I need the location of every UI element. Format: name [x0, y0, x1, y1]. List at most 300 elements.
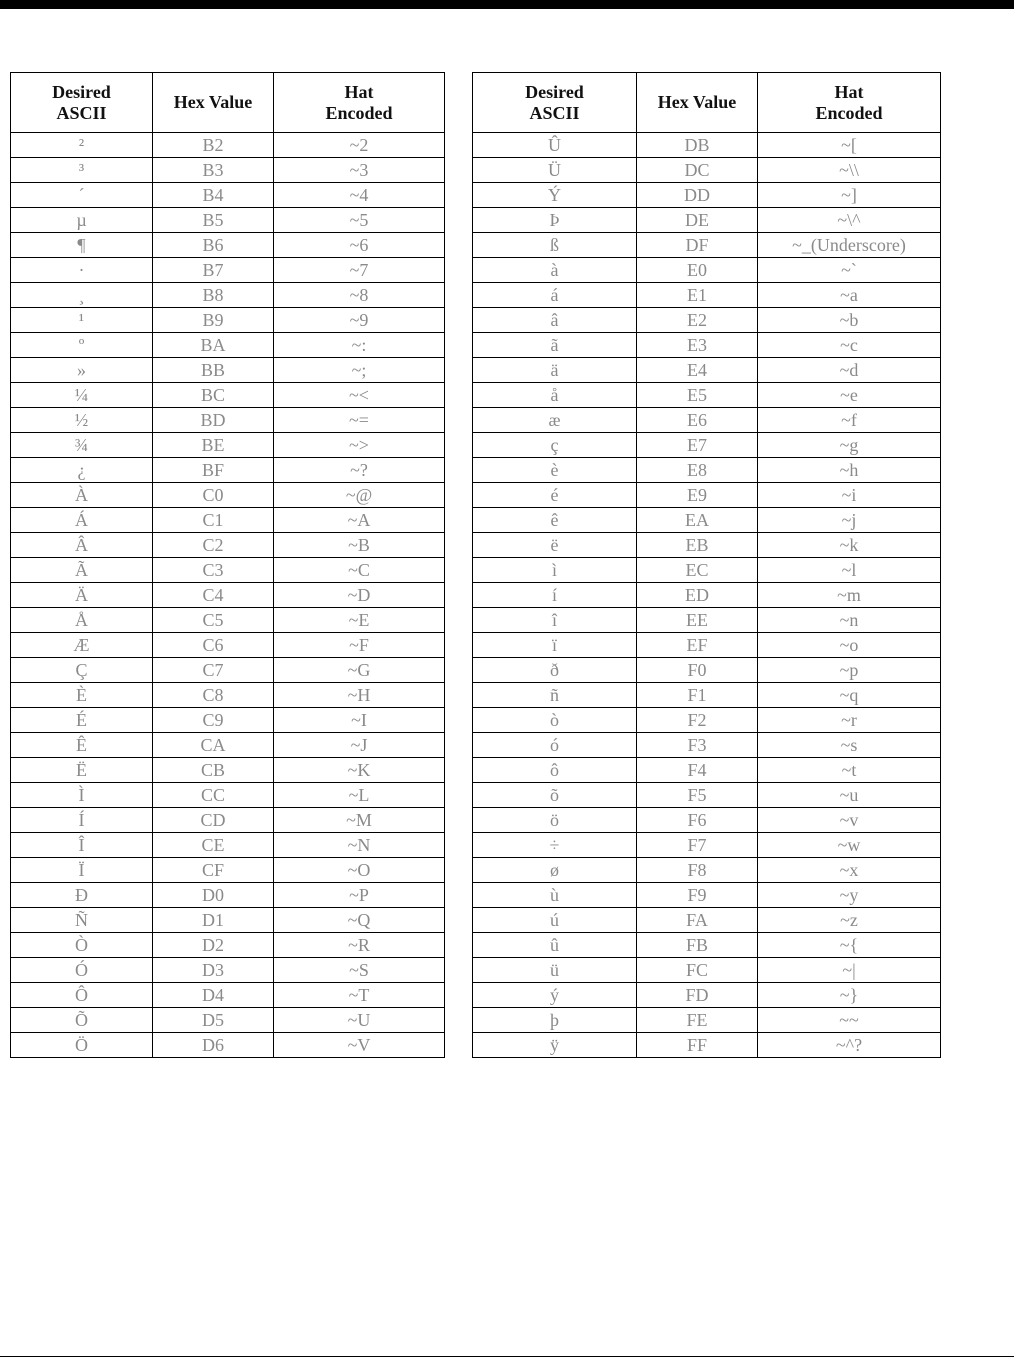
desired-ascii-cell: ´ [11, 183, 153, 208]
hat-encoded-cell: ~m [758, 583, 941, 608]
desired-ascii-cell: Â [11, 533, 153, 558]
desired-ascii-cell: ç [473, 433, 637, 458]
desired-ascii-cell: ö [473, 808, 637, 833]
desired-ascii-cell: ó [473, 733, 637, 758]
hat-encoded-cell: ~u [758, 783, 941, 808]
hex-value-cell: C5 [153, 608, 274, 633]
hex-value-cell: F6 [637, 808, 758, 833]
table-row [11, 733, 445, 758]
top-rule [0, 0, 1014, 9]
hex-value-cell: EA [637, 508, 758, 533]
table-row [473, 183, 941, 208]
desired-ascii-cell: Ü [473, 158, 637, 183]
hat-encoded-cell: ~n [758, 608, 941, 633]
table-row [473, 783, 941, 808]
bottom-rule [0, 1356, 1014, 1357]
table-row [11, 358, 445, 383]
table-row [473, 908, 941, 933]
hat-encoded-cell: ~q [758, 683, 941, 708]
table-row [11, 683, 445, 708]
table-body-left [11, 133, 445, 1058]
hat-encoded-cell: ~M [274, 808, 445, 833]
hex-value-cell: E1 [637, 283, 758, 308]
desired-ascii-cell: â [473, 308, 637, 333]
hat-encoded-cell: ~6 [274, 233, 445, 258]
hat-encoded-cell: ~\\ [758, 158, 941, 183]
hat-encoded-cell: ~Q [274, 908, 445, 933]
desired-ascii-cell: ú [473, 908, 637, 933]
hex-value-header: Hex Value [153, 73, 274, 133]
desired-ascii-cell: ü [473, 958, 637, 983]
desired-ascii-cell: ê [473, 508, 637, 533]
table-row [11, 408, 445, 433]
hat-encoded-cell: ~@ [274, 483, 445, 508]
table-header-row [473, 73, 941, 133]
desired-ascii-cell: È [11, 683, 153, 708]
hat-encoded-cell: ~} [758, 983, 941, 1008]
hat-encoded-cell: ~E [274, 608, 445, 633]
desired-ascii-cell: ¶ [11, 233, 153, 258]
desired-ascii-cell: ð [473, 658, 637, 683]
table-row [473, 883, 941, 908]
hex-value-cell: C6 [153, 633, 274, 658]
table-row [11, 933, 445, 958]
hex-value-cell: B3 [153, 158, 274, 183]
hex-value-cell: F4 [637, 758, 758, 783]
desired-ascii-cell: ² [11, 133, 153, 158]
desired-ascii-cell: Ä [11, 583, 153, 608]
table-row [473, 833, 941, 858]
hat-encoded-cell: ~3 [274, 158, 445, 183]
table-row [473, 558, 941, 583]
table-row [11, 833, 445, 858]
hex-value-cell: C8 [153, 683, 274, 708]
hat-encoded-cell: ~f [758, 408, 941, 433]
hat-encoding-table-right [472, 72, 941, 1058]
table-row [473, 708, 941, 733]
hat-encoded-cell: ~d [758, 358, 941, 383]
hat-encoded-cell: ~h [758, 458, 941, 483]
desired-ascii-cell: ¾ [11, 433, 153, 458]
hex-value-cell: CB [153, 758, 274, 783]
hex-value-cell: F8 [637, 858, 758, 883]
desired-ascii-cell: ï [473, 633, 637, 658]
hex-value-cell: F7 [637, 833, 758, 858]
table-row [473, 958, 941, 983]
table-row [11, 708, 445, 733]
table-row [11, 658, 445, 683]
hex-value-cell: F9 [637, 883, 758, 908]
table-row [473, 208, 941, 233]
desired-ascii-cell: à [473, 258, 637, 283]
hex-value-cell: F5 [637, 783, 758, 808]
hex-value-cell: F0 [637, 658, 758, 683]
hex-value-cell: D1 [153, 908, 274, 933]
desired-ascii-cell: á [473, 283, 637, 308]
desired-ascii-cell: û [473, 933, 637, 958]
hat-encoded-cell: ~c [758, 333, 941, 358]
table-row [11, 608, 445, 633]
hat-encoded-cell: ~? [274, 458, 445, 483]
desired-ascii-cell: ÷ [473, 833, 637, 858]
desired-ascii-cell: í [473, 583, 637, 608]
table-row [473, 458, 941, 483]
hex-value-cell: EF [637, 633, 758, 658]
hat-encoded-cell: ~[ [758, 133, 941, 158]
desired-ascii-header: Desired ASCII [11, 73, 153, 133]
hex-value-cell: E4 [637, 358, 758, 383]
table-row [11, 758, 445, 783]
table-row [473, 658, 941, 683]
hex-value-cell: CD [153, 808, 274, 833]
hex-value-header: Hex Value [637, 73, 758, 133]
table-row [11, 333, 445, 358]
hat-encoded-cell: ~O [274, 858, 445, 883]
desired-ascii-cell: ù [473, 883, 637, 908]
hex-value-cell: E6 [637, 408, 758, 433]
hex-value-cell: BC [153, 383, 274, 408]
desired-ascii-cell: ³ [11, 158, 153, 183]
hat-encoded-cell: ~7 [274, 258, 445, 283]
hex-value-cell: C7 [153, 658, 274, 683]
table-row [11, 308, 445, 333]
hex-value-cell: DD [637, 183, 758, 208]
hex-value-cell: DE [637, 208, 758, 233]
table-row [473, 308, 941, 333]
hex-value-cell: C2 [153, 533, 274, 558]
table-row [473, 758, 941, 783]
hat-encoded-cell: ~K [274, 758, 445, 783]
hat-encoded-cell: ~o [758, 633, 941, 658]
table-row [11, 483, 445, 508]
desired-ascii-cell: ½ [11, 408, 153, 433]
hat-encoded-cell: ~D [274, 583, 445, 608]
hat-encoded-header: Hat Encoded [758, 73, 941, 133]
hat-encoded-cell: ~T [274, 983, 445, 1008]
hat-encoded-cell: ~G [274, 658, 445, 683]
desired-ascii-cell: É [11, 708, 153, 733]
hat-encoded-cell: ~e [758, 383, 941, 408]
hat-encoded-cell: ~| [758, 958, 941, 983]
hat-encoded-cell: ~y [758, 883, 941, 908]
hat-encoded-cell: ~k [758, 533, 941, 558]
hex-value-cell: D0 [153, 883, 274, 908]
table-row [11, 583, 445, 608]
hat-encoded-cell: ~` [758, 258, 941, 283]
hex-value-cell: FF [637, 1033, 758, 1058]
hex-value-cell: D6 [153, 1033, 274, 1058]
desired-ascii-cell: ¼ [11, 383, 153, 408]
table-row [11, 983, 445, 1008]
table-row [473, 133, 941, 158]
hat-encoded-cell: ~L [274, 783, 445, 808]
table-row [11, 258, 445, 283]
hat-encoded-cell: ~{ [758, 933, 941, 958]
hat-encoded-cell: ~x [758, 858, 941, 883]
desired-ascii-cell: Ì [11, 783, 153, 808]
hat-encoded-cell: ~J [274, 733, 445, 758]
table-row [473, 583, 941, 608]
desired-ascii-cell: ß [473, 233, 637, 258]
hex-value-cell: CC [153, 783, 274, 808]
hat-encoded-cell: ~~ [758, 1008, 941, 1033]
hex-value-cell: EE [637, 608, 758, 633]
hex-value-cell: DC [637, 158, 758, 183]
table-row [473, 483, 941, 508]
hat-encoded-cell: ~; [274, 358, 445, 383]
table-row [473, 258, 941, 283]
hex-value-cell: E9 [637, 483, 758, 508]
hat-encoded-cell: ~U [274, 1008, 445, 1033]
hex-value-cell: D5 [153, 1008, 274, 1033]
desired-ascii-cell: ä [473, 358, 637, 383]
desired-ascii-cell: ø [473, 858, 637, 883]
table-row [11, 133, 445, 158]
hat-encoded-cell: ~v [758, 808, 941, 833]
table-row [11, 533, 445, 558]
hat-encoded-cell: ~> [274, 433, 445, 458]
hex-value-cell: E0 [637, 258, 758, 283]
hat-encoded-cell: ~] [758, 183, 941, 208]
table-row [11, 508, 445, 533]
desired-ascii-cell: é [473, 483, 637, 508]
table-row [473, 333, 941, 358]
table-row [473, 633, 941, 658]
hex-value-cell: B8 [153, 283, 274, 308]
hex-value-cell: DF [637, 233, 758, 258]
desired-ascii-cell: Ö [11, 1033, 153, 1058]
hat-encoded-cell: ~= [274, 408, 445, 433]
table-row [11, 783, 445, 808]
hat-encoded-cell: ~F [274, 633, 445, 658]
hat-encoded-cell: ~r [758, 708, 941, 733]
desired-ascii-cell: å [473, 383, 637, 408]
hat-encoded-cell: ~C [274, 558, 445, 583]
desired-ascii-cell: Á [11, 508, 153, 533]
desired-ascii-cell: Í [11, 808, 153, 833]
table-row [473, 608, 941, 633]
hex-value-cell: CA [153, 733, 274, 758]
hat-encoded-cell: ~t [758, 758, 941, 783]
desired-ascii-cell: Ð [11, 883, 153, 908]
table-row [473, 508, 941, 533]
hat-encoded-cell: ~: [274, 333, 445, 358]
desired-ascii-cell: Ñ [11, 908, 153, 933]
hat-encoded-cell: ~s [758, 733, 941, 758]
hex-value-cell: D4 [153, 983, 274, 1008]
hat-encoded-cell: ~< [274, 383, 445, 408]
hex-value-cell: CE [153, 833, 274, 858]
table-row [473, 408, 941, 433]
hex-value-cell: E7 [637, 433, 758, 458]
hat-encoded-cell: ~b [758, 308, 941, 333]
hat-encoded-cell: ~P [274, 883, 445, 908]
desired-ascii-cell: Õ [11, 1008, 153, 1033]
table-row [473, 433, 941, 458]
desired-ascii-cell: ¿ [11, 458, 153, 483]
table-row [11, 958, 445, 983]
table-row [11, 883, 445, 908]
hex-value-cell: EB [637, 533, 758, 558]
desired-ascii-cell: · [11, 258, 153, 283]
hat-encoded-cell: ~9 [274, 308, 445, 333]
table-row [473, 283, 941, 308]
desired-ascii-cell: º [11, 333, 153, 358]
hex-value-cell: F2 [637, 708, 758, 733]
desired-ascii-cell: » [11, 358, 153, 383]
hat-encoded-cell: ~I [274, 708, 445, 733]
desired-ascii-cell: ¸ [11, 283, 153, 308]
hat-encoded-cell: ~2 [274, 133, 445, 158]
desired-ascii-cell: è [473, 458, 637, 483]
hex-value-cell: E3 [637, 333, 758, 358]
hat-encoded-cell: ~A [274, 508, 445, 533]
table-row [473, 933, 941, 958]
table-row [473, 733, 941, 758]
table-row [11, 233, 445, 258]
desired-ascii-cell: Ó [11, 958, 153, 983]
hat-encoded-cell: ~8 [274, 283, 445, 308]
table-body-right [473, 133, 941, 1058]
hex-value-cell: F1 [637, 683, 758, 708]
hex-value-cell: D2 [153, 933, 274, 958]
desired-ascii-cell: Ê [11, 733, 153, 758]
table-row [473, 1033, 941, 1058]
table-row [473, 533, 941, 558]
hat-encoded-cell: ~w [758, 833, 941, 858]
desired-ascii-cell: þ [473, 1008, 637, 1033]
table-header-row [11, 73, 445, 133]
table-row [11, 908, 445, 933]
desired-ascii-cell: Æ [11, 633, 153, 658]
hex-value-cell: C4 [153, 583, 274, 608]
hat-encoded-cell: ~g [758, 433, 941, 458]
table-row [473, 983, 941, 1008]
hex-value-cell: E2 [637, 308, 758, 333]
desired-ascii-cell: Û [473, 133, 637, 158]
desired-ascii-cell: ý [473, 983, 637, 1008]
desired-ascii-cell: ì [473, 558, 637, 583]
hat-encoded-cell: ~5 [274, 208, 445, 233]
desired-ascii-cell: Þ [473, 208, 637, 233]
hex-value-cell: C3 [153, 558, 274, 583]
hat-encoded-cell: ~N [274, 833, 445, 858]
hat-encoded-cell: ~l [758, 558, 941, 583]
table-row [11, 383, 445, 408]
desired-ascii-cell: ë [473, 533, 637, 558]
desired-ascii-cell: Ï [11, 858, 153, 883]
desired-ascii-cell: Ò [11, 933, 153, 958]
hex-value-cell: ED [637, 583, 758, 608]
hex-value-cell: C0 [153, 483, 274, 508]
desired-ascii-cell: Ã [11, 558, 153, 583]
table-row [11, 858, 445, 883]
desired-ascii-cell: ã [473, 333, 637, 358]
hat-encoded-cell: ~j [758, 508, 941, 533]
hat-encoded-cell: ~S [274, 958, 445, 983]
desired-ascii-cell: Å [11, 608, 153, 633]
desired-ascii-cell: ô [473, 758, 637, 783]
desired-ascii-cell: Ô [11, 983, 153, 1008]
hex-value-cell: E8 [637, 458, 758, 483]
table-row [11, 458, 445, 483]
hex-value-cell: FC [637, 958, 758, 983]
hex-value-cell: B2 [153, 133, 274, 158]
table-row [11, 1008, 445, 1033]
table-row [11, 183, 445, 208]
desired-ascii-cell: ñ [473, 683, 637, 708]
hex-value-cell: C9 [153, 708, 274, 733]
table-row [11, 633, 445, 658]
desired-ascii-cell: î [473, 608, 637, 633]
table-row [473, 1008, 941, 1033]
hat-encoded-cell: ~B [274, 533, 445, 558]
desired-ascii-cell: ò [473, 708, 637, 733]
hex-value-cell: B5 [153, 208, 274, 233]
hex-value-cell: D3 [153, 958, 274, 983]
hat-encoded-header: Hat Encoded [274, 73, 445, 133]
table-row [473, 683, 941, 708]
desired-ascii-cell: µ [11, 208, 153, 233]
desired-ascii-cell: ¹ [11, 308, 153, 333]
table-row [11, 283, 445, 308]
desired-ascii-cell: À [11, 483, 153, 508]
hex-value-cell: B9 [153, 308, 274, 333]
table-row [473, 383, 941, 408]
table-row [11, 1033, 445, 1058]
table-row [11, 158, 445, 183]
table-row [473, 233, 941, 258]
hex-value-cell: DB [637, 133, 758, 158]
hex-value-cell: BD [153, 408, 274, 433]
table-row [473, 808, 941, 833]
hat-encoded-cell: ~i [758, 483, 941, 508]
hex-value-cell: BF [153, 458, 274, 483]
hex-value-cell: FE [637, 1008, 758, 1033]
table-row [11, 208, 445, 233]
hat-encoded-cell: ~z [758, 908, 941, 933]
hex-value-cell: F3 [637, 733, 758, 758]
desired-ascii-cell: Î [11, 833, 153, 858]
desired-ascii-header: Desired ASCII [473, 73, 637, 133]
hex-value-cell: BA [153, 333, 274, 358]
hat-encoded-cell: ~p [758, 658, 941, 683]
hat-encoded-cell: ~^? [758, 1033, 941, 1058]
hex-value-cell: B4 [153, 183, 274, 208]
desired-ascii-cell: õ [473, 783, 637, 808]
hat-encoded-cell: ~_(Underscore) [758, 233, 941, 258]
hat-encoded-cell: ~H [274, 683, 445, 708]
hex-value-cell: BE [153, 433, 274, 458]
hex-value-cell: E5 [637, 383, 758, 408]
table-row [473, 358, 941, 383]
desired-ascii-cell: æ [473, 408, 637, 433]
table-row [473, 858, 941, 883]
hex-value-cell: EC [637, 558, 758, 583]
hat-encoding-table-left [10, 72, 445, 1058]
hex-value-cell: FA [637, 908, 758, 933]
hex-value-cell: FB [637, 933, 758, 958]
hat-encoded-cell: ~V [274, 1033, 445, 1058]
table-row [11, 808, 445, 833]
desired-ascii-cell: Ç [11, 658, 153, 683]
hat-encoded-cell: ~a [758, 283, 941, 308]
table-row [473, 158, 941, 183]
table-row [11, 433, 445, 458]
hex-value-cell: CF [153, 858, 274, 883]
desired-ascii-cell: ÿ [473, 1033, 637, 1058]
hex-value-cell: C1 [153, 508, 274, 533]
